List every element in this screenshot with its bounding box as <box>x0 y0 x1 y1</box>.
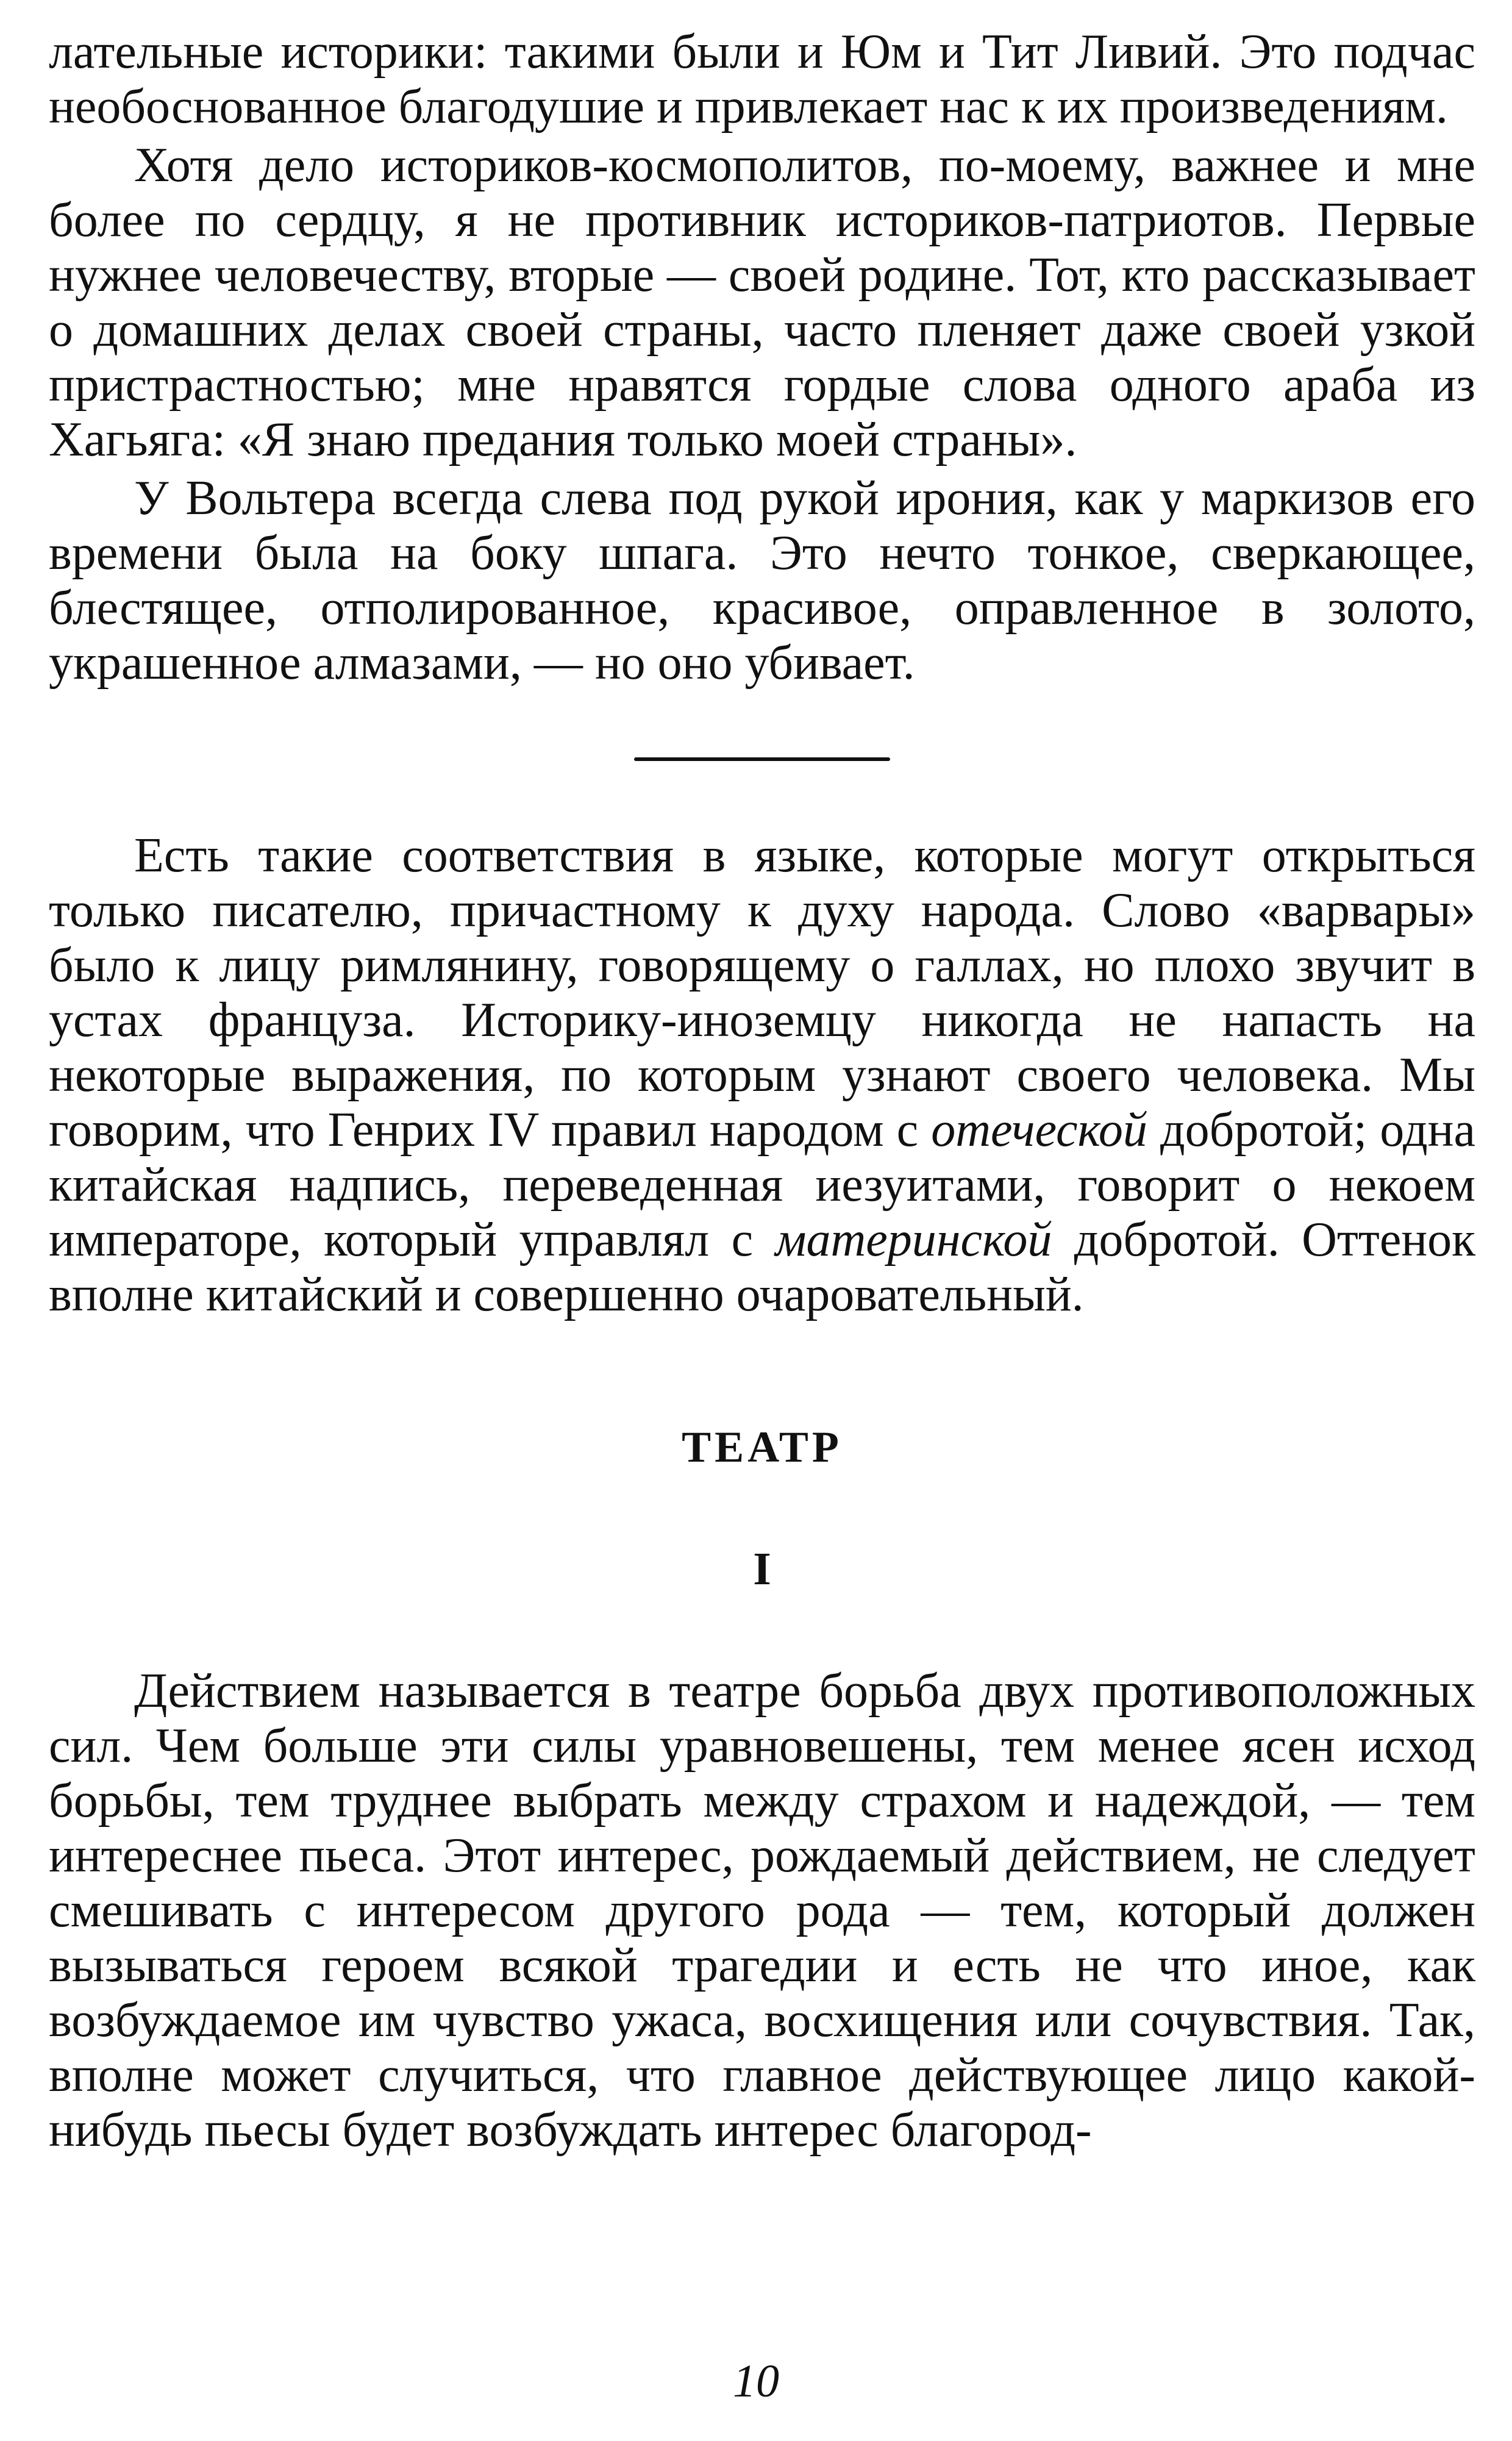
paragraph-language-part-3: добротой. Оттенок вполне китайский и совершенно очаровательный. <box>49 1213 1476 1321</box>
paragraph-voltaire: У Вольтера всегда слева под рукой ирония, как у маркизов его времени была на боку шпага. Это нечто тонкое, сверкающее, блестящее, отполированное, красивое, оправленное в золото, украшенное алмазами, — но оно убивает. <box>49 471 1475 690</box>
italic-maternal: материнской <box>775 1213 1052 1267</box>
paragraph-language-part-1: Есть такие соответствия в языке, которые могут открыться только писателю, причастному к духу народа. Слово «варвары» было к лицу римлянину, говорящему о галлах, но плохо звучит в устах француза. Историку-иноземцу никогда не напасть на некоторые выражения, по которым узнают своего человека. Мы говорим, что Генрих IV правил народом с <box>49 829 1475 1157</box>
chapter-heading: ТЕАТР <box>682 1423 843 1471</box>
paragraph-language <box>49 828 1475 1322</box>
chapter-subheading: I <box>753 1543 771 1595</box>
paragraph-theatre-action: Действием называется в театре борьба двух противоположных сил. Чем больше эти силы уравновешены, тем менее ясен исход борьбы, тем труднее выбрать между страхом и надеждой, — тем интереснее пьеса. Этот интерес, рождаемый действием, не следует смешивать с интересом другого рода — тем, который должен вызываться героем всякой трагедии и есть не что иное, как возбуждаемое им чувство ужаса, восхищения или сочувствия. Так, вполне может случиться, что главное действующее лицо какой-нибудь пьесы будет возбуждать интерес благород- <box>49 1664 1475 2157</box>
page-number: 10 <box>733 2356 779 2407</box>
paragraph-historians-end: лательные историки: такими были и Юм и Тит Ливий. Это подчас необоснованное благодушие и привлекает нас к их произведениям. <box>49 25 1475 134</box>
page-content <box>49 24 1475 2157</box>
italic-paternal: отеческой <box>931 1103 1147 1157</box>
section-separator <box>634 757 890 761</box>
paragraph-cosmopolitans: Хотя дело историков-космополитов, по-моему, важнее и мне более по сердцу, я не противник историков-патриотов. Первые нужнее человечеству, вторые — своей родине. Тот, кто рассказывает о домашних делах своей страны, часто пленяет даже своей узкой пристрастностью; мне нравятся гордые слова одного араба из Хагьяга: «Я знаю предания только моей страны». <box>49 138 1475 466</box>
paragraph-language-part-2: добротой; одна китайская надпись, переведенная иезуитами, говорит о некоем императоре, который управлял с <box>49 1103 1475 1267</box>
